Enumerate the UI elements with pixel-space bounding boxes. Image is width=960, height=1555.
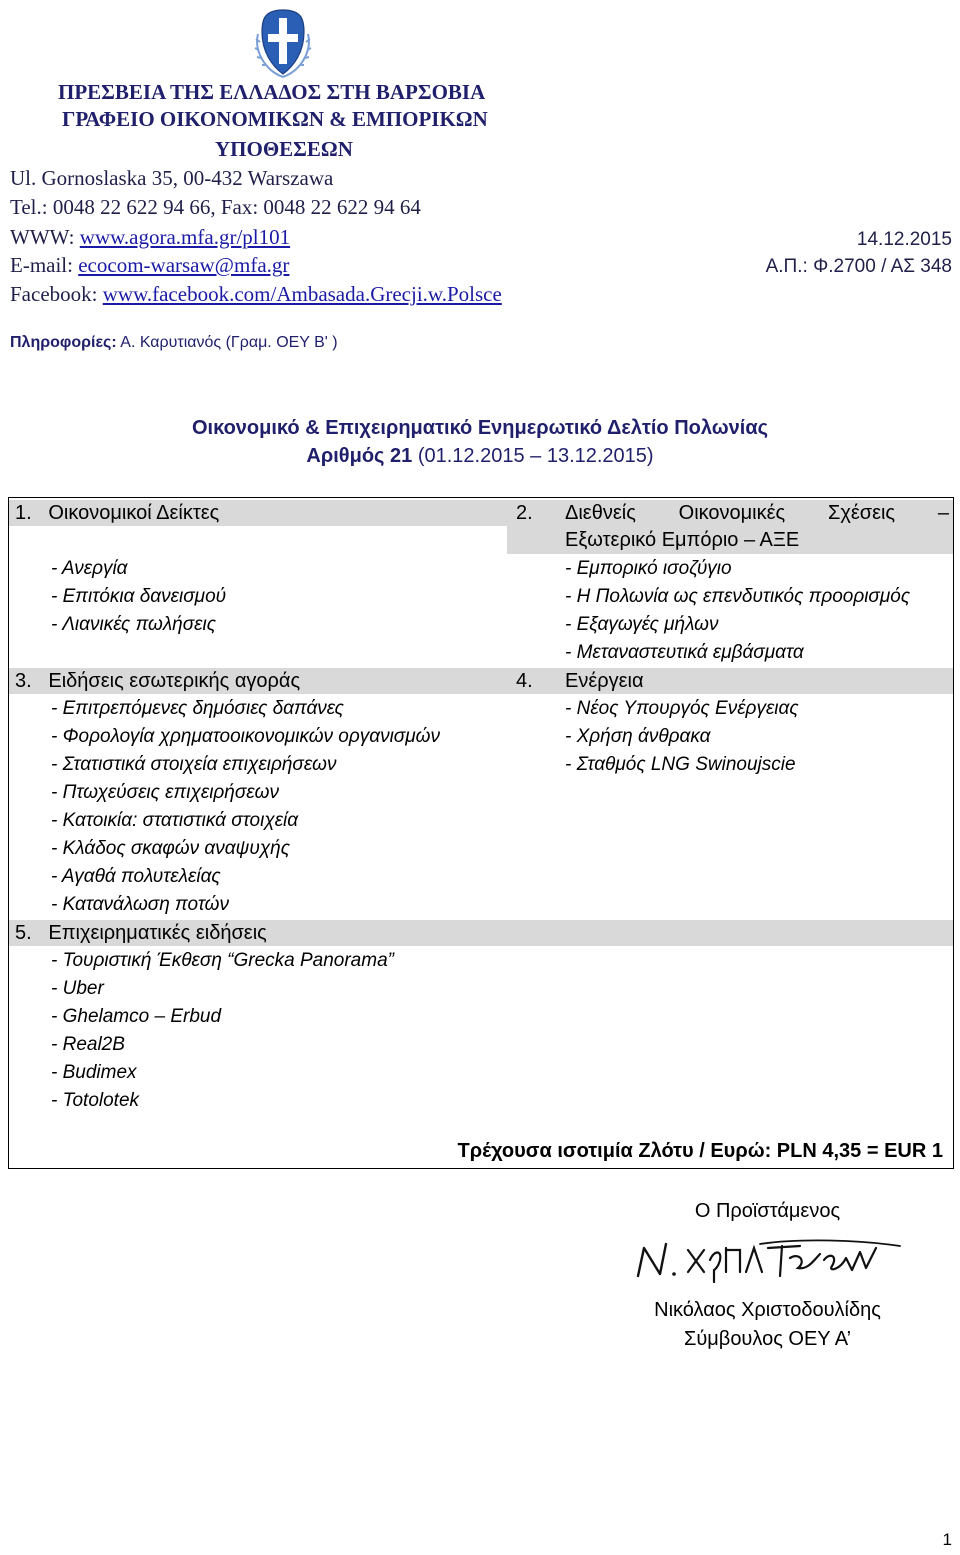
website-link[interactable]: www.agora.mfa.gr/pl101 bbox=[79, 225, 291, 249]
bulletin-number-label: Αριθμός 21 bbox=[306, 445, 413, 467]
section-2-item: - Μεταναστευτικά εμβάσματα bbox=[565, 642, 804, 663]
section-1-item: - Επιτόκια δανεισμού bbox=[51, 586, 227, 607]
section-4-item: - Νέος Υπουργός Ενέργειας bbox=[565, 698, 799, 719]
section-5-item: - Τουριστική Έκθεση “Grecka Panorama” bbox=[51, 950, 394, 971]
section-3-item: - Κλάδος σκαφών αναψυχής bbox=[51, 838, 290, 859]
facebook-label: Facebook: bbox=[10, 282, 103, 306]
address-line: Ul. Gornoslaska 35, 00-432 Warszawa bbox=[10, 166, 334, 190]
signatory-title: Σύμβουλος ΟΕΥ Α’ bbox=[683, 1328, 852, 1350]
exchange-rate: Τρέχουσα ισοτιμία Ζλότυ / Ευρώ: PLN 4,35 = EUR 1 bbox=[457, 1140, 943, 1162]
section-3-item: - Στατιστικά στοιχεία επιχειρήσεων bbox=[51, 754, 337, 775]
email-link[interactable]: ecocom-warsaw@mfa.gr bbox=[78, 253, 290, 277]
info-value: Α. Καρυτιανός (Γραμ. ΟΕΥ Β' ) bbox=[116, 334, 338, 351]
phone-line: Tel.: 0048 22 622 94 66, Fax: 0048 22 622 94 64 bbox=[10, 195, 421, 219]
section-4-item: - Σταθμός LNG Swinoujscie bbox=[565, 754, 796, 775]
section-3-item: - Κατανάλωση ποτών bbox=[51, 894, 229, 915]
section-4-item: - Χρήση άνθρακα bbox=[565, 726, 711, 747]
section-4-heading: Ενέργεια bbox=[565, 670, 644, 692]
section-5-item: - Budimex bbox=[51, 1062, 137, 1083]
section-3-item: - Κατοικία: στατιστικά στοιχεία bbox=[51, 810, 299, 831]
section-2-item: - Εμπορικό ισοζύγιο bbox=[565, 558, 732, 579]
facebook-line bbox=[10, 282, 502, 307]
section-3-heading: 3. Ειδήσεις εσωτερικής αγοράς bbox=[15, 670, 301, 692]
section-2-heading-line1: Διεθνείς Οικονομικές Σχέσεις – bbox=[565, 502, 949, 524]
section-2-number: 2. bbox=[516, 502, 533, 524]
document-date: 14.12.2015 bbox=[856, 229, 952, 250]
info-label: Πληροφορίες: bbox=[10, 334, 117, 351]
section-3-item: - Αγαθά πολυτελείας bbox=[51, 866, 221, 887]
section-2-item: - Εξαγωγές μήλων bbox=[565, 614, 719, 635]
facebook-link[interactable]: www.facebook.com/Ambasada.Grecji.w.Polsce bbox=[102, 282, 502, 306]
email-label: E-mail: bbox=[10, 253, 79, 277]
contents-table bbox=[8, 497, 954, 1169]
section-5-item: - Real2B bbox=[51, 1034, 125, 1055]
section-2-heading-line2: Εξωτερικό Εμπόριο – ΑΞΕ bbox=[565, 529, 800, 551]
page-number: 1 bbox=[942, 1530, 952, 1549]
section-5-item: - Uber bbox=[51, 978, 104, 999]
section-4-number: 4. bbox=[516, 670, 533, 692]
section-3-item: - Πτωχεύσεις επιχειρήσεων bbox=[51, 782, 279, 803]
section-1-heading: 1. Οικονομικοί Δείκτες bbox=[15, 502, 220, 524]
signatory-name: Νικόλαος Χριστοδουλίδης bbox=[654, 1299, 881, 1321]
protocol-number: Α.Π.: Φ.2700 / ΑΣ 348 bbox=[765, 256, 952, 277]
email-line bbox=[10, 253, 289, 278]
section-2-item: - Η Πολωνία ως επενδυτικός προορισμός bbox=[565, 586, 911, 607]
greek-emblem-icon bbox=[252, 4, 314, 78]
section-3-item: - Φορολογία χρηματοοικονομικών οργανισμών bbox=[51, 726, 440, 747]
section-1-item: - Λιανικές πωλήσεις bbox=[51, 614, 216, 635]
signatory-role: Ο Προϊστάμενος bbox=[694, 1200, 841, 1222]
embassy-name: ΠΡΕΣΒΕΙΑ ΤΗΣ ΕΛΛΑΔΟΣ ΣΤΗ ΒΑΡΣΟΒΙΑ bbox=[58, 80, 486, 104]
website-line bbox=[10, 225, 290, 250]
bulletin-period: (01.12.2015 – 13.12.2015) bbox=[412, 445, 654, 467]
bulletin-title: Οικονομικό & Επιχειρηματικό Ενημερωτικό Δελτίο Πολωνίας bbox=[191, 417, 769, 439]
info-contact bbox=[10, 334, 338, 352]
section-1-item: - Ανεργία bbox=[51, 558, 128, 579]
section-5-item: - Totolotek bbox=[51, 1090, 140, 1111]
office-name-line1: ΓΡΑΦΕΙΟ ΟΙΚΟΝΟΜΙΚΩΝ & ΕΜΠΟΡΙΚΩΝ bbox=[62, 107, 488, 131]
website-label: WWW: bbox=[10, 225, 80, 249]
bulletin-number bbox=[0, 445, 960, 468]
handwritten-signature bbox=[630, 1236, 910, 1286]
section-5-heading: 5. Επιχειρηματικές ειδήσεις bbox=[15, 922, 267, 944]
section-5-item: - Ghelamco – Erbud bbox=[51, 1006, 222, 1027]
section-3-item: - Επιτρεπόμενες δημόσιες δαπάνες bbox=[51, 698, 344, 719]
office-name-line2: ΥΠΟΘΕΣΕΩΝ bbox=[215, 137, 353, 161]
